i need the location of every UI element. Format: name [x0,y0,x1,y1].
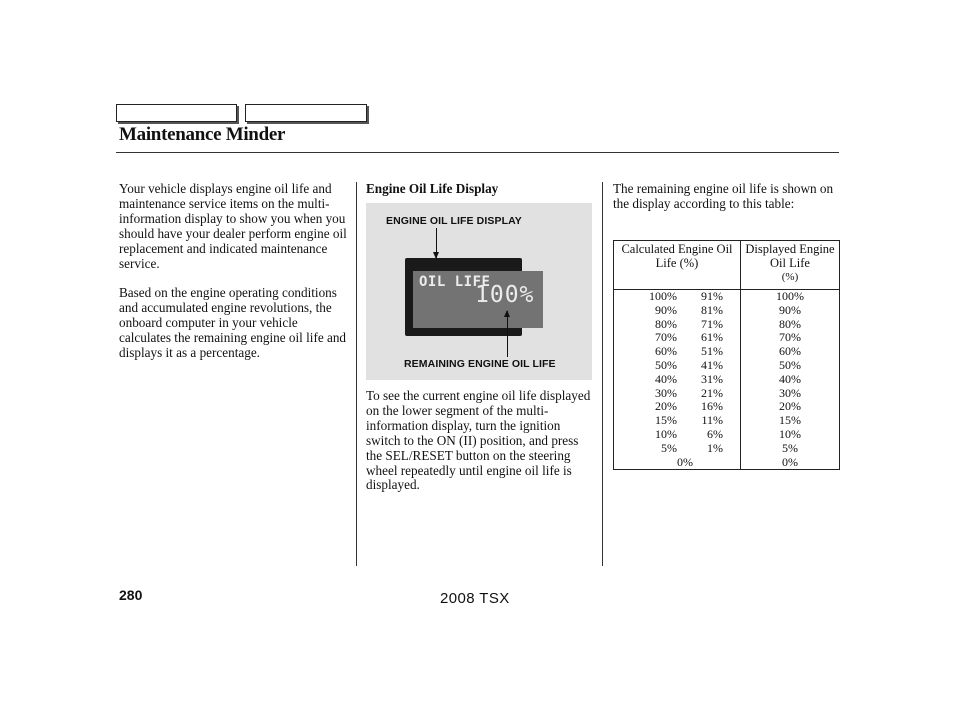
displayed-value-cell: 10% [741,428,840,442]
header-calculated-label: Calculated Engine Oil Life [621,242,733,270]
calculated-range-cell [614,456,741,470]
displayed-value-cell: 0% [741,456,840,470]
calc-from: 0% [677,454,693,469]
calc-to: 61% [701,330,723,345]
table-row [614,290,840,304]
calc-to: 41% [701,357,723,372]
calc-to: 11% [701,413,723,428]
calc-from: 15% [655,413,677,428]
column-divider-1 [356,182,357,566]
calc-from: 40% [655,371,677,386]
displayed-value-cell: 80% [741,318,840,332]
page-title: Maintenance Minder [119,124,286,145]
callout-remaining-engine-oil-life: REMAINING ENGINE OIL LIFE [404,358,556,370]
instructions-paragraph: To see the current engine oil life displayed on the lower segment of the multi-information display, turn the ignition switch to the ON (II) position, and press the SEL/RESET button on the steering wheel repeatedly until engine oil life is displayed. [366,388,591,493]
calc-from: 10% [655,426,677,441]
display-screen [413,271,543,328]
display-oil-life-label: OIL LIFE [419,274,491,290]
calc-to: 81% [701,302,723,317]
column-1 [119,182,351,361]
table-row [614,318,840,332]
displayed-value-cell: 60% [741,345,840,359]
callout-leader-bottom [507,311,508,357]
calc-from: 70% [655,330,677,345]
calc-from: 80% [655,316,677,331]
table-intro: The remaining engine oil life is shown on the display according to this table: [613,181,834,211]
table-row [614,359,840,373]
displayed-value-cell: 20% [741,400,840,414]
table-row [614,373,840,387]
table-row [614,387,840,401]
calc-to: 71% [701,316,723,331]
calculated-range-cell [614,428,741,442]
table-row [614,345,840,359]
calculated-range-cell [614,442,741,456]
calculated-range-cell [614,345,741,359]
oil-life-display-illustration [366,203,592,380]
displayed-value-cell: 70% [741,331,840,345]
calc-from: 20% [655,399,677,414]
display-oil-life-value: 100% [475,282,535,308]
table-row [614,414,840,428]
column-divider-2 [602,182,603,566]
calc-to: 6% [707,426,723,441]
calculated-range-cell [614,290,741,304]
displayed-value-cell: 90% [741,304,840,318]
page-number: 280 [119,587,143,603]
calc-to: 91% [701,289,723,303]
calc-from: 60% [655,344,677,359]
calc-to: 31% [701,371,723,386]
table-row [614,304,840,318]
calc-from: 30% [655,385,677,400]
computation-paragraph: Based on the engine operating conditions and accumulated engine revolutions, the onboard computer in your vehicle calculates the remaining engine oil life and displays it as a percentage. [119,285,347,361]
calc-from: 5% [661,440,677,455]
table-header-displayed [741,241,840,290]
multi-info-display [405,258,535,336]
header-tab-box-right [245,104,367,122]
calculated-range-cell [614,400,741,414]
table-row [614,442,840,456]
header-calculated-unit: (%) [679,256,699,270]
displayed-value-cell: 50% [741,359,840,373]
footer-model: 2008 TSX [440,590,510,607]
table-row [614,400,840,414]
calc-to: 1% [707,440,723,455]
intro-paragraph: Your vehicle displays engine oil life and maintenance service items on the multi-information display to show you when you should have your dealer perform engine oil replacement and indicated maintenance service. [119,181,347,271]
table-header-calculated [614,241,741,290]
table-row [614,428,840,442]
calculated-range-cell [614,414,741,428]
header-displayed-label: Displayed Engine Oil Life [745,242,835,270]
calculated-range-cell [614,387,741,401]
calc-from: 50% [655,357,677,372]
table-row [614,331,840,345]
displayed-value-cell: 100% [741,290,840,304]
section-heading: Engine Oil Life Display [366,181,499,196]
table-row [614,456,840,470]
calculated-range-cell [614,304,741,318]
callout-engine-oil-life-display: ENGINE OIL LIFE DISPLAY [386,215,522,227]
calc-to: 21% [701,385,723,400]
displayed-value-cell: 5% [741,442,840,456]
calc-from: 90% [655,302,677,317]
calculated-range-cell [614,373,741,387]
calc-from: 100% [649,289,677,303]
title-divider [116,152,839,153]
calculated-range-cell [614,331,741,345]
oil-life-table [613,240,840,470]
calculated-range-cell [614,359,741,373]
header-tab-box-left [116,104,237,122]
header-displayed-unit: (%) [781,271,799,283]
displayed-value-cell: 15% [741,414,840,428]
calculated-range-cell [614,318,741,332]
displayed-value-cell: 30% [741,387,840,401]
calc-to: 16% [701,399,723,414]
displayed-value-cell: 40% [741,373,840,387]
calc-to: 51% [701,344,723,359]
